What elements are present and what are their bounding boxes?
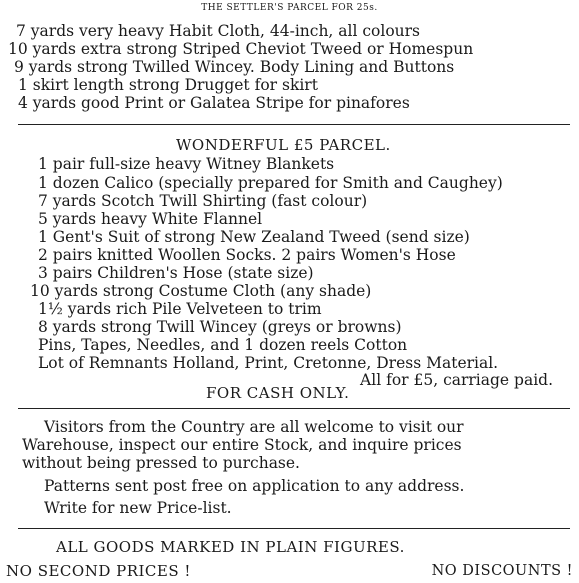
- no-discounts: NO DISCOUNTS !: [431, 563, 573, 579]
- settlers-item: 4 yards good Print or Galatea Stripe for pinafores: [18, 94, 410, 112]
- wonderful-item: 1 pair full-size heavy Witney Blankets: [38, 155, 335, 173]
- pricelist-text: Write for new Price-list.: [44, 499, 232, 517]
- wonderful-item: 3 pairs Children's Hose (state size): [38, 264, 314, 282]
- wonderful-item: 8 yards strong Twill Wincey (greys or browns): [38, 318, 402, 336]
- no-second-prices: NO SECOND PRICES !: [6, 562, 191, 580]
- cash-only-heading: FOR CASH ONLY.: [206, 384, 350, 402]
- wonderful-item: 1 dozen Calico (specially prepared for Smith and Caughey): [38, 174, 503, 192]
- section-divider: [18, 408, 570, 409]
- wonderful-item: 5 yards heavy White Flannel: [38, 210, 263, 228]
- wonderful-item: 1½ yards rich Pile Velveteen to trim: [38, 300, 322, 318]
- price-note: All for £5, carriage paid.: [360, 371, 553, 389]
- plain-figures-heading: ALL GOODS MARKED IN PLAIN FIGURES.: [56, 538, 405, 556]
- wonderful-item: 1 Gent's Suit of strong New Zealand Tweed (send size): [38, 228, 470, 246]
- settlers-item: 10 yards extra strong Striped Cheviot Tweed or Homespun: [8, 40, 474, 58]
- wonderful-parcel-title: WONDERFUL £5 PARCEL.: [176, 136, 391, 154]
- section-divider: [18, 124, 570, 125]
- settlers-parcel-title: THE SETTLER'S PARCEL FOR 25s.: [201, 3, 378, 13]
- visitors-text: Visitors from the Country are all welcome to visit our: [44, 418, 464, 436]
- visitors-text: without being pressed to purchase.: [22, 454, 300, 472]
- settlers-item: 7 yards very heavy Habit Cloth, 44-inch, all colours: [16, 22, 421, 40]
- settlers-item: 9 yards strong Twilled Wincey. Body Lining and Buttons: [14, 58, 455, 76]
- wonderful-item: 2 pairs knitted Woollen Socks. 2 pairs Women's Hose: [38, 246, 456, 264]
- settlers-item: 1 skirt length strong Drugget for skirt: [18, 76, 318, 94]
- wonderful-item: 7 yards Scotch Twill Shirting (fast colour): [38, 192, 368, 210]
- patterns-text: Patterns sent post free on application to any address.: [44, 477, 465, 495]
- wonderful-item: Pins, Tapes, Needles, and 1 dozen reels Cotton: [38, 336, 408, 354]
- section-divider: [18, 528, 570, 529]
- visitors-text: Warehouse, inspect our entire Stock, and inquire prices: [22, 436, 462, 454]
- wonderful-item: 10 yards strong Costume Cloth (any shade): [30, 282, 372, 300]
- wonderful-item: Lot of Remnants Holland, Print, Cretonne, Dress Material.: [38, 354, 499, 372]
